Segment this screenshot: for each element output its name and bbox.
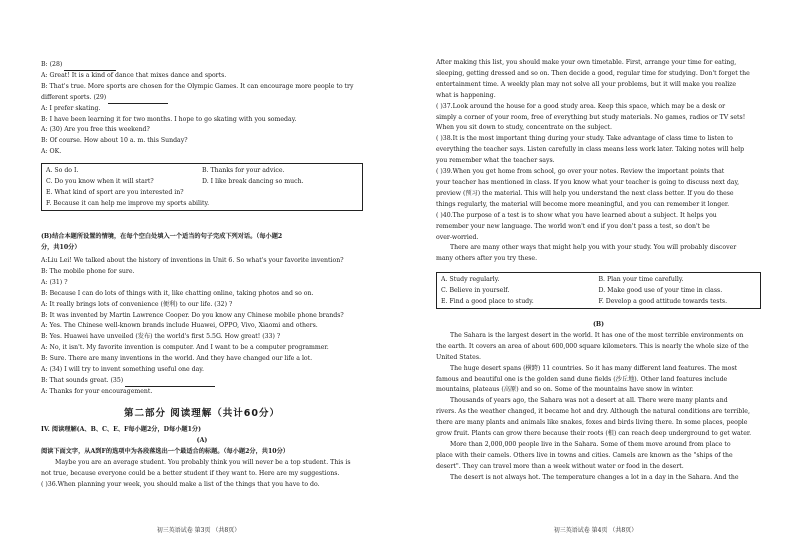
- passage-a-intro: 阅读下面文字，从A到F的选项中为各段落选出一个最适合的标题。（每小题2分，共10分）: [41, 447, 289, 455]
- passage-line: ( )36.When planning your week, you should make a list of the things that you have to do.: [41, 480, 320, 488]
- option-b: B. Plan your time carefully.: [598, 276, 684, 283]
- dialog-line: A:Liu Lei! We talked about the history of inventions in Unit 6. So what's your favorite invention?: [41, 257, 344, 264]
- passage-line: ( )40.The purpose of a test is to show what you have learned about a subject. It helps you: [436, 211, 717, 219]
- dialog-a-section: [41, 60, 363, 158]
- passage-line: entertainment time. A weekly plan may not solve all your problems, but it will make you realize: [436, 80, 737, 88]
- passage-line: preview (预习) the material. This will help you understand the next class better. If you do these: [436, 189, 734, 197]
- passage-line: not true, because everyone could be a better student if they want to. Here are my suggestions.: [41, 469, 340, 477]
- passage-line: place with their camels. Others live in towns and cities. Camels are known as the "ships of the: [436, 451, 733, 459]
- option-b: B. Thanks for your advice.: [202, 167, 285, 174]
- passage-line: the earth. It covers an area of about 600,000 square kilometers. This is nearly the whole size of the: [436, 342, 749, 350]
- option-f: F. Because it can help me improve my sports ability.: [46, 200, 210, 207]
- right-page: [397, 0, 794, 548]
- passage-line: ( )39.When you get home from school, go over your notes. Review the important points that: [436, 168, 725, 176]
- dialog-line: A: Great! It is a kind of dance that mixes dance and sports.: [41, 71, 227, 79]
- passage-a-label: (A): [196, 436, 208, 444]
- passage-line: what is happening.: [436, 91, 496, 99]
- dialog-line: A: No, it isn't. My favorite invention is computer. And I want to be a computer programmer.: [41, 344, 329, 352]
- passage-line: things regularly, the material will become more meaningful, and you can remember it longer.: [436, 200, 730, 208]
- option-e: E. Find a good place to study.: [441, 298, 534, 305]
- passage-line: The Sahara is the largest desert in the world. It has one of the most terrible environments on: [450, 331, 744, 339]
- passage-line: many others after you try these.: [436, 255, 538, 263]
- passage-line: There are many other ways that might help you with your study. You will probably discover: [450, 244, 737, 252]
- passage-line: United States.: [436, 353, 481, 361]
- options-box-1: [41, 163, 363, 211]
- passage-line: More than 2,000,000 people live in the Sahara. Some of them move around from place to: [450, 440, 731, 448]
- option-e: E. What kind of sport are you interested in?: [46, 189, 184, 196]
- section4-title: IV. 阅读理解(A、B、C、E、F每小题2分，D每小题1分): [41, 426, 202, 433]
- dialog-line: A: Thanks for your encouragement.: [41, 387, 153, 395]
- dialog-line: A: (30) Are you free this weekend?: [41, 126, 150, 134]
- dialog-line: A: I prefer skating.: [41, 104, 101, 112]
- option-a: A. So do I.: [46, 167, 79, 174]
- option-d: D. Make good use of your time in class.: [598, 287, 723, 294]
- passage-line: over-worried.: [436, 233, 479, 241]
- dialog-line: B: It was invented by Martin Lawrence Cooper. Do you know any Chinese mobile phone brands?: [41, 311, 344, 319]
- passage-line: your teacher has mentioned in class. If you know what your teacher is going to discuss next day,: [436, 178, 740, 186]
- passage-line: simply a corner of your room, free of everything but study materials. No games, radios or TV sets!: [436, 113, 746, 121]
- option-f: F. Develop a good attitude towards tests.: [598, 298, 728, 305]
- dialog-line: A: OK.: [41, 148, 62, 156]
- passage-b: [436, 320, 761, 484]
- option-c: C. Believe in yourself.: [441, 287, 510, 294]
- dialog-line: A: Yes. The Chinese well-known brands include Huawei, OPPO, Vivo, Xiaomi and others.: [41, 322, 318, 330]
- option-c: C. Do you know when it will start?: [46, 178, 154, 185]
- passage-line: ( )37.Look around the house for a good study area. Keep this space, which may be a desk or: [436, 102, 726, 110]
- dialog-line: B: That sounds great. (35): [41, 376, 363, 387]
- passage-line: grow fruit. Plants can grow there because their roots (根) can reach deep underground to get water.: [436, 430, 752, 438]
- passage-line: Thousands of years ago, the Sahara was not a desert at all. There were many plants and: [450, 397, 728, 405]
- passage-line: sleeping, getting dressed and so on. Then decide a good, regular time for studying. Don't forget the: [436, 69, 750, 77]
- passage-line: The huge desert spans (横跨) 11 countries. So it has many different land features. The most: [450, 364, 738, 372]
- dialog-line: B: I have been learning it for two months. I hope to go skating with you someday.: [41, 115, 297, 123]
- dialog-line: B: Because I can do lots of things with it, like chatting online, taking photos and so on.: [41, 289, 314, 297]
- passage-line: ( )38.It is the most important thing during your study. Take advantage of class time to listen to: [436, 135, 733, 143]
- passage-line: The desert is not always hot. The temperature changes a lot in a day in the Sahara. And the: [450, 473, 739, 481]
- passage-line: After making this list, you should make your own timetable. First, arrange your time for eating,: [436, 59, 737, 66]
- option-a: A. Study regularly.: [441, 276, 500, 283]
- passage-line: Maybe you are an average student. You probably think you will never be a top student. This is: [55, 458, 351, 466]
- dialog-line: A: (31) ?: [41, 278, 68, 286]
- dialog-line: A: (34) I will try to invent something useful one day.: [41, 366, 204, 374]
- passage-line: everything the teacher says. Listen carefully in class means less work later. Taking notes will help: [436, 146, 745, 154]
- passage-b-label: (B): [592, 321, 605, 328]
- passage-line: rivers. As the weather changed, it became hot and dry. Although the natural conditions are terrible,: [436, 408, 750, 416]
- options-box-2: [436, 272, 761, 309]
- part2-header: [41, 407, 363, 421]
- reading-section: [41, 425, 363, 490]
- dialog-line: B: The mobile phone for sure.: [41, 267, 135, 275]
- dialog-line: B: That's true. More sports are chosen for the Olympic Games. It can encourage more people to try: [41, 82, 354, 90]
- passage-line: famous and beautiful one is the golden sand dune fields (沙丘地). Other land features include: [436, 375, 728, 383]
- passage-line: desert". They can travel more than a week without water or food in the desert.: [436, 462, 684, 470]
- dialog-line: different sports. (29): [41, 93, 363, 104]
- dialog-line: B: (28): [41, 60, 363, 71]
- passage-a-continued: [436, 58, 761, 265]
- passage-line: you remember what the teacher says.: [436, 157, 555, 165]
- section-b-intro: (B)结合本题所设置的情境，在每个空白处填入一个适当的句子完成下列对话。（每小题2 分，共10分）: [41, 233, 283, 251]
- dialog-line: A: It really brings lots of convenience (便利) to our life. (32) ?: [41, 300, 233, 308]
- page-footer: 初三英语试卷 第4页 （共8页）: [553, 527, 638, 534]
- passage-line: there are many plants and animals like snakes, foxes and birds living there. In some places, people: [436, 419, 748, 427]
- dialog-line: B: Yes. Huawei have unveiled (发布) the world's first 5.5G. How great! (33) ?: [41, 333, 281, 341]
- passage-line: mountains, plateaus (高原) and so on. Some of the mountains have snow in winter.: [436, 386, 694, 394]
- passage-line: remember your new language. The world won't end if you don't pass a test, so don't be: [436, 222, 710, 230]
- dialog-line: B: Sure. There are many inventions in the world. And they have changed our life a lot.: [41, 355, 313, 363]
- page-footer: 初三英语试卷 第3页 （共8页）: [156, 527, 241, 534]
- part2-title: 第二部分 阅读理解（共计60分）: [123, 408, 281, 419]
- passage-line: When you sit down to study, concentrate on the subject.: [436, 124, 612, 132]
- option-d: D. I like break dancing so much.: [202, 178, 304, 185]
- dialog-line: B: Of course. How about 10 a. m. this Sunday?: [41, 137, 188, 145]
- dialog-b-section: [41, 256, 363, 398]
